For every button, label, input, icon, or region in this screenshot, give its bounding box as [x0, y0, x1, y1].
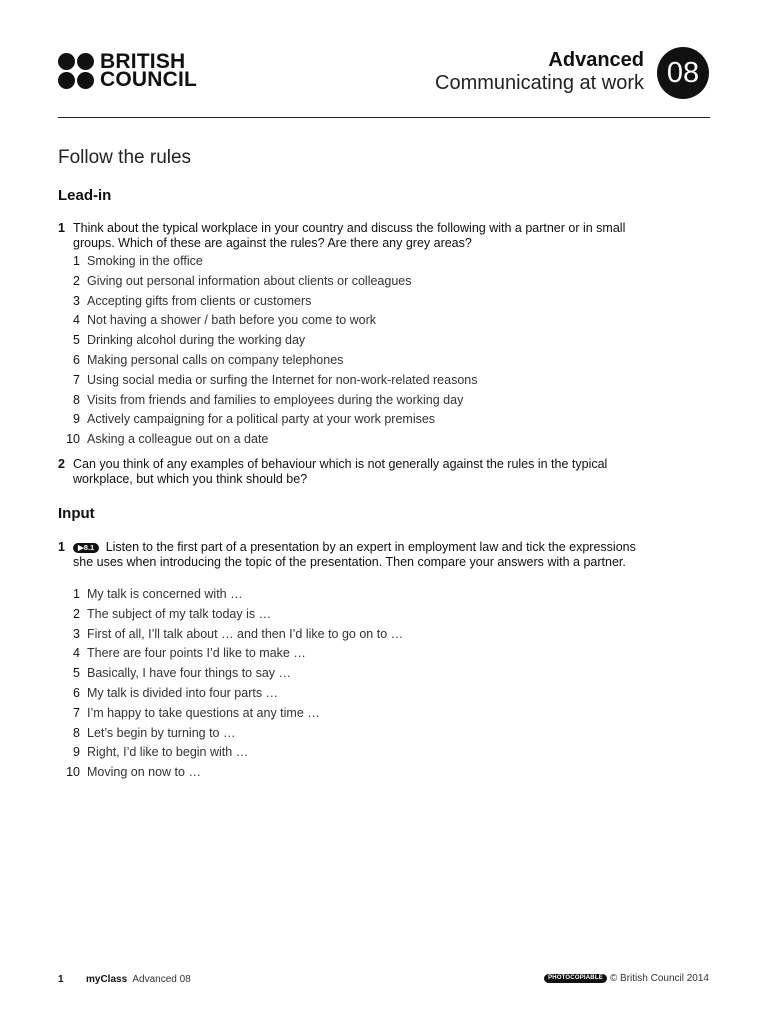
item-text: Moving on now to … [87, 765, 201, 780]
leadin-list-item [58, 292, 477, 312]
question-number: 1 [58, 540, 65, 554]
item-text: Visits from friends and families to employees during the working day [87, 392, 464, 407]
logo-dots-icon [58, 53, 94, 89]
item-number: 10 [66, 432, 80, 447]
british-council-logo [58, 50, 198, 91]
leadin-list-item [58, 252, 477, 272]
page-title: Follow the rules [58, 147, 192, 168]
item-number: 10 [66, 765, 80, 780]
leadin-list-item [58, 410, 477, 430]
leadin-question-1 [58, 221, 658, 250]
leadin-list-item [58, 430, 477, 450]
leadin-question-2 [58, 457, 658, 486]
input-list-item [58, 664, 403, 684]
item-number: 1 [73, 587, 80, 601]
item-number: 8 [73, 392, 80, 407]
footer-right [544, 973, 709, 984]
item-text: I’m happy to take questions at any time … [87, 705, 320, 720]
item-text: First of all, I’ll talk about … and then I’d like to go on to … [87, 626, 404, 641]
input-list-item [58, 704, 403, 724]
item-text: There are four points I’d like to make … [87, 646, 306, 661]
input-list-item [58, 585, 403, 605]
logo-line-2: COUNCIL [100, 68, 198, 91]
leadin-list-item [58, 331, 477, 351]
logo-line-1: BRITISH [100, 50, 186, 73]
leadin-list-item [58, 351, 477, 371]
item-text: The subject of my talk today is … [87, 606, 272, 621]
copyright-text: © British Council 2014 [609, 973, 709, 984]
item-number: 9 [73, 412, 80, 427]
leadin-list-item [58, 371, 477, 391]
item-text: Smoking in the office [87, 254, 203, 268]
question-number: 2 [58, 457, 65, 471]
item-text: Basically, I have four things to say … [87, 666, 292, 681]
item-number: 2 [73, 606, 80, 621]
item-text: Asking a colleague out on a date [87, 432, 269, 447]
footer-left [58, 974, 191, 985]
audio-track-number: 8.1 [83, 543, 95, 552]
item-text: My talk is divided into four parts … [87, 685, 279, 700]
level-label: Advanced [548, 49, 644, 71]
unit-number-badge: 08 [657, 47, 709, 99]
question-text: Listen to the first part of a presentation by an expert in employment law and tick the expressions she uses when introducing the topic of the presentation. Then compare your answers with a partner. [73, 540, 636, 569]
input-list-item [58, 625, 403, 645]
item-text: Drinking alcohol during the working day [87, 333, 306, 348]
input-list-item [58, 644, 403, 664]
item-number: 4 [73, 313, 80, 328]
footer-level: Advanced 08 [132, 974, 191, 985]
question-number: 1 [58, 221, 65, 235]
input-list-item [58, 743, 403, 763]
logo-text [100, 50, 198, 91]
item-number: 3 [73, 626, 80, 641]
item-number: 5 [73, 666, 80, 681]
question-text: Can you think of any examples of behaviour which is not generally against the rules in the typical workplace, but which you think should be? [73, 457, 608, 486]
input-list [58, 585, 403, 783]
item-number: 6 [73, 685, 80, 700]
item-text: Actively campaigning for a political party at your work premises [87, 412, 436, 427]
item-number: 2 [73, 273, 80, 288]
item-text: Using social media or surfing the Internet for non-work-related reasons [87, 372, 478, 387]
leadin-list-item [58, 272, 477, 292]
item-number: 9 [73, 745, 80, 760]
footer-brand: myClass [86, 974, 128, 985]
input-heading: Input [58, 505, 95, 522]
question-text-wrapper [73, 540, 658, 569]
input-list-item [58, 763, 403, 783]
item-text: Not having a shower / bath before you come to work [87, 313, 377, 328]
question-text: Think about the typical workplace in your country and discuss the following with a partner or in small groups. Which of these are against the rules? Are there any grey areas? [73, 221, 626, 250]
header-course-info [435, 49, 644, 95]
leadin-list-item [58, 311, 477, 331]
item-number: 8 [73, 725, 80, 740]
leadin-list-item [58, 391, 477, 411]
item-text: Making personal calls on company telephones [87, 352, 344, 367]
item-number: 6 [73, 352, 80, 367]
leadin-heading: Lead-in [58, 187, 112, 204]
course-title: Communicating at work [435, 72, 644, 94]
item-number: 7 [73, 372, 80, 387]
item-text: Right, I’d like to begin with … [87, 745, 249, 760]
page-number: 1 [58, 974, 64, 985]
input-list-item [58, 684, 403, 704]
input-question-1 [58, 540, 658, 569]
leadin-list [58, 252, 477, 450]
item-text: Let’s begin by turning to … [87, 725, 236, 740]
item-number: 5 [73, 333, 80, 348]
item-number: 3 [73, 293, 80, 308]
item-text: My talk is concerned with … [87, 587, 243, 601]
input-list-item [58, 605, 403, 625]
input-list-item [58, 724, 403, 744]
item-number: 4 [73, 646, 80, 661]
item-text: Giving out personal information about clients or colleagues [87, 273, 412, 288]
item-text: Accepting gifts from clients or customers [87, 293, 312, 308]
header-divider [58, 117, 710, 118]
item-number: 7 [73, 705, 80, 720]
photocopiable-badge: PHOTOCOPIABLE [544, 974, 607, 983]
audio-track-icon[interactable]: ▶8.1 [73, 543, 99, 553]
item-number: 1 [73, 254, 80, 268]
